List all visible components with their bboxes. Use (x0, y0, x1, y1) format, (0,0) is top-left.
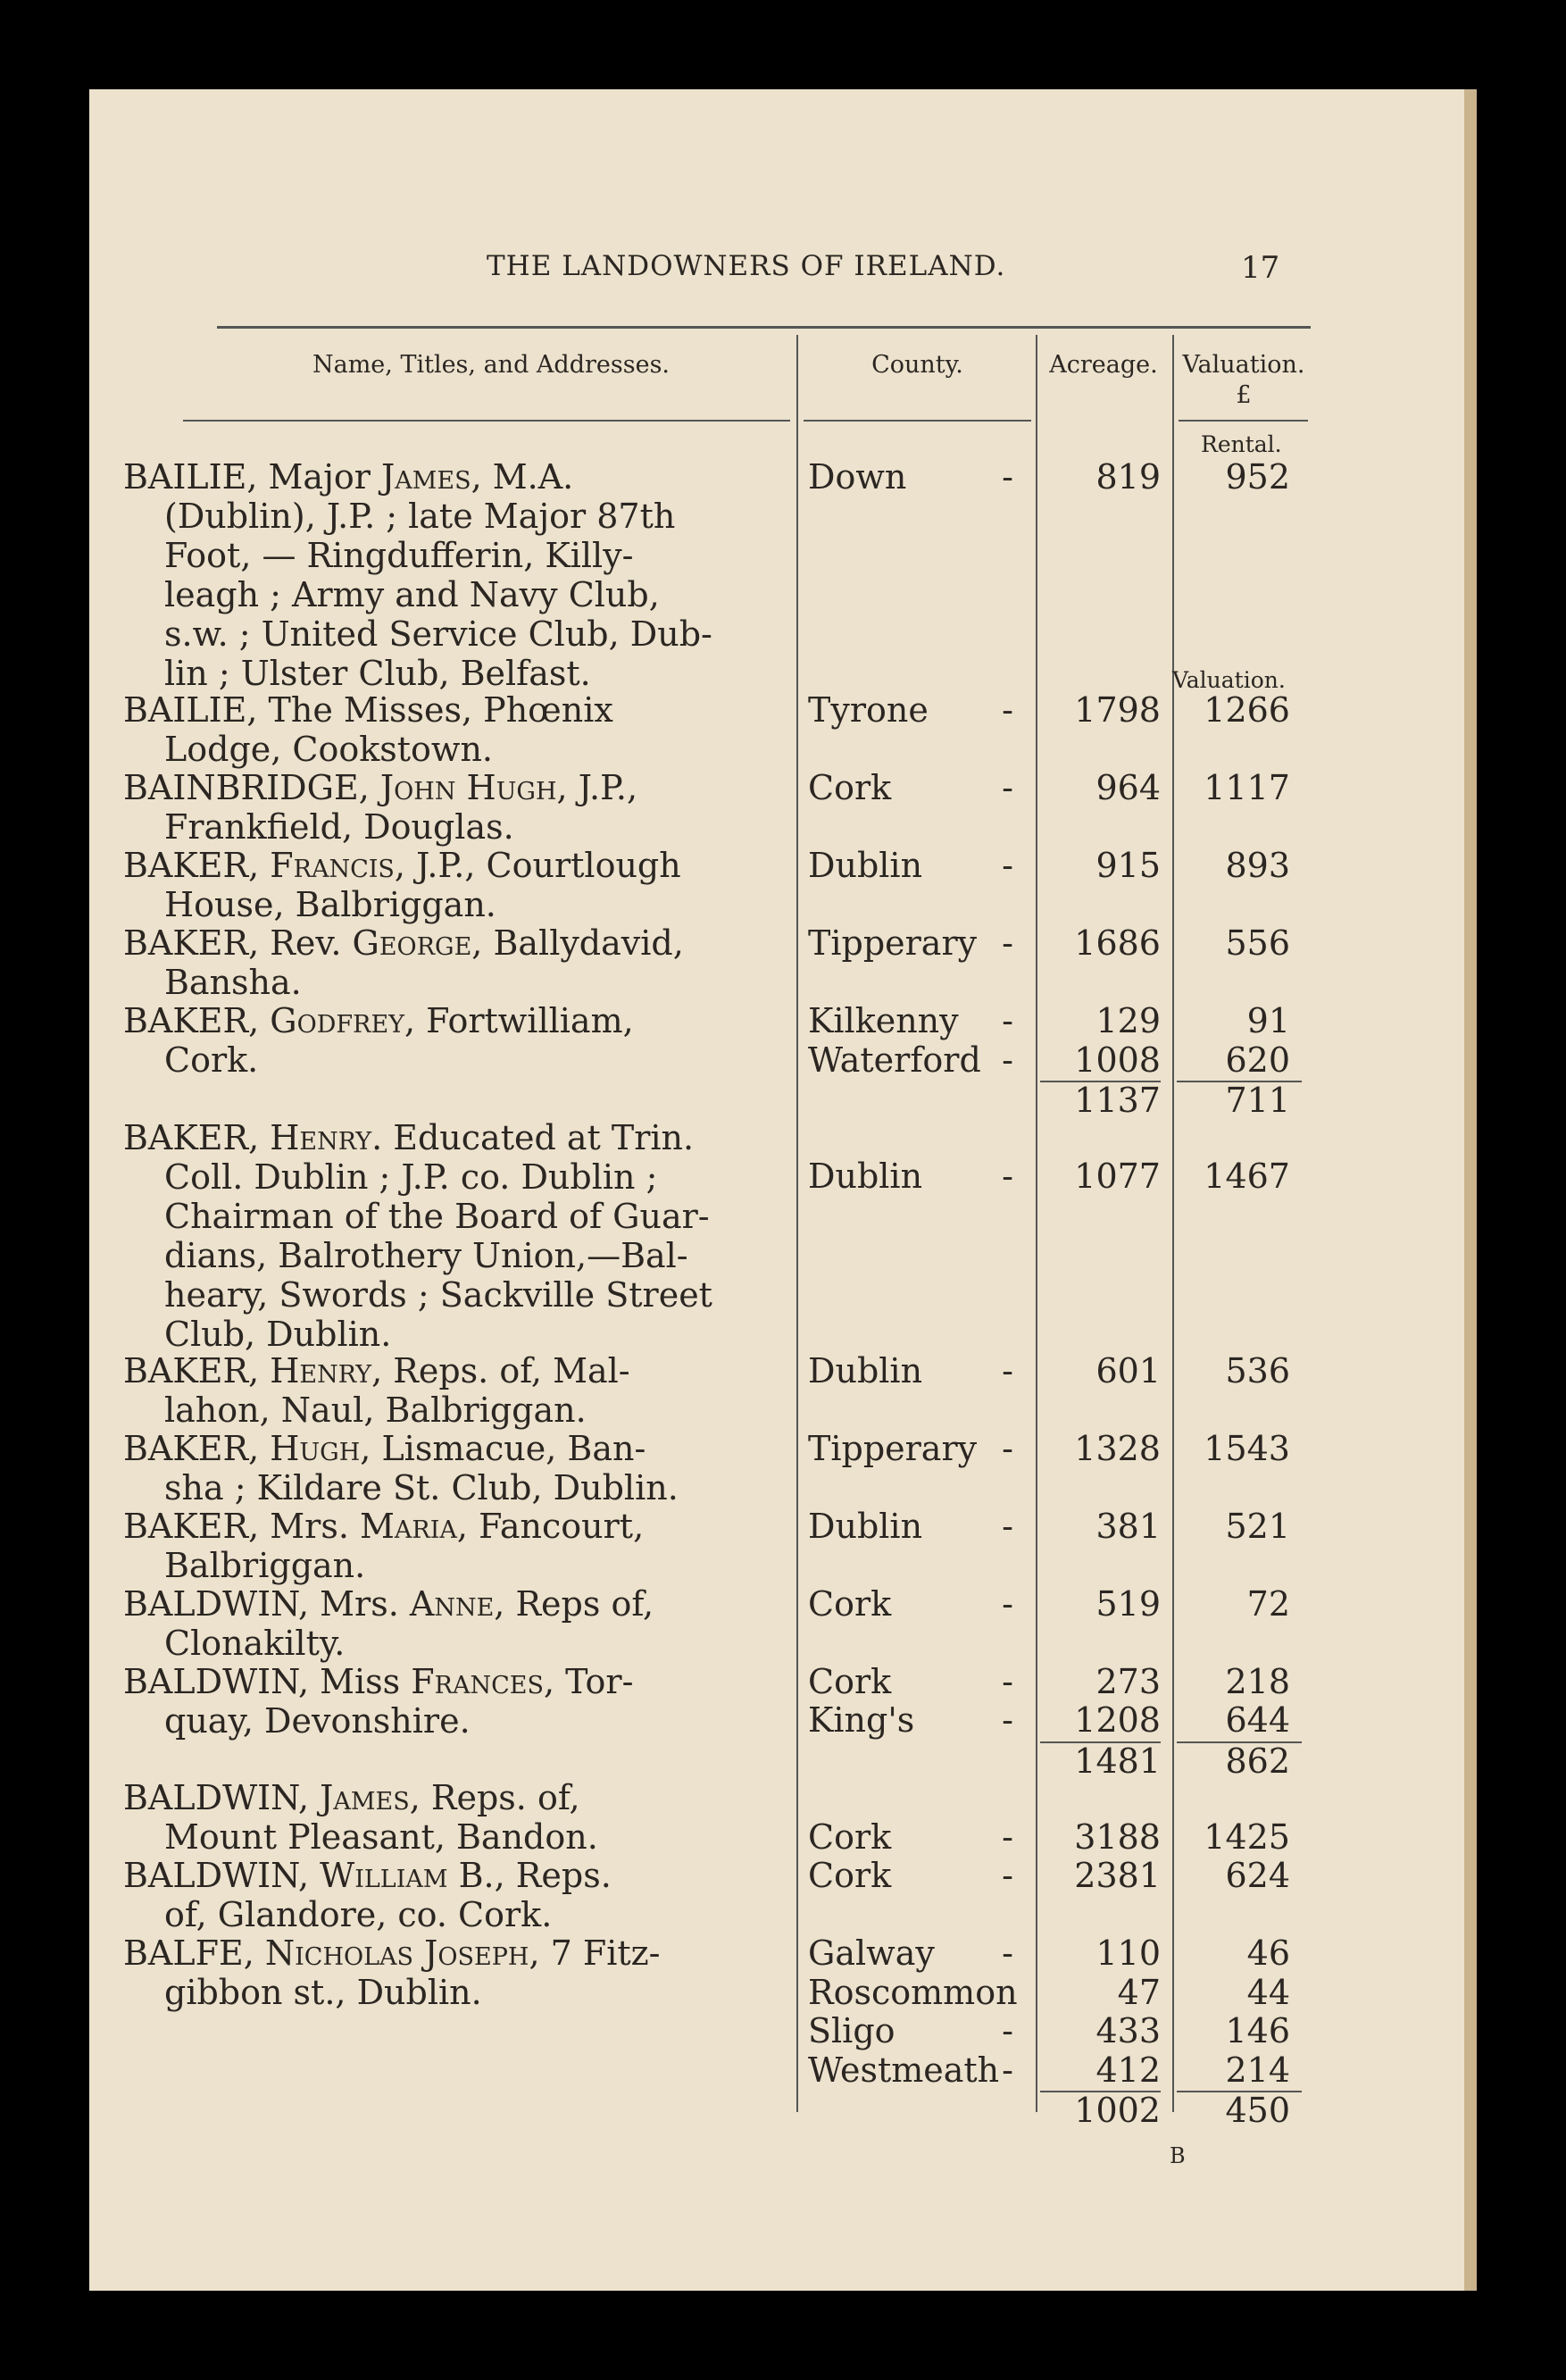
holding-valuation: 521 (1225, 1506, 1290, 1546)
entry-text: , Fortwilliam, (404, 1001, 634, 1040)
county-name: Cork (808, 1583, 892, 1624)
entry-text: BAKER, Mrs. (123, 1506, 360, 1546)
entry-text: lin ; Ulster Club, Belfast. (164, 654, 591, 693)
header-underline-county (804, 420, 1031, 422)
holding-acreage: 3188 (1074, 1816, 1161, 1857)
holding-acreage: 1798 (1074, 690, 1161, 730)
entry-text: , Fancourt, (456, 1506, 645, 1546)
county-leader: - (1002, 1506, 1013, 1546)
entry-text: Frankfield, Douglas. (164, 807, 514, 847)
entry-text: Chairman of the Board of Guar- (164, 1196, 710, 1236)
entry-text: ugh (299, 1428, 361, 1468)
entry-line (123, 846, 779, 885)
column-header-county: County. (871, 351, 963, 379)
entry-text: BAKER, Rev. (123, 923, 353, 963)
entry-text: BALDWIN, Miss (123, 1661, 412, 1701)
entry-line (123, 654, 779, 693)
entry-text: eorge (379, 923, 472, 963)
holding-county (808, 923, 1013, 963)
county-name: King's (808, 1700, 915, 1740)
holding-acreage: 433 (1095, 2011, 1161, 2050)
entry-text: dians, Balrothery Union,—Bal- (164, 1235, 688, 1275)
county-name: Kilkenny (808, 1001, 959, 1040)
entry-text: BAINBRIDGE, (123, 768, 380, 807)
entry-text: J (379, 768, 395, 807)
entry-text: , Reps. of, Mal- (371, 1350, 630, 1390)
entry-text: . Educated at Trin. (371, 1117, 695, 1157)
entry-line (123, 768, 779, 807)
entry-line (123, 963, 779, 1002)
entry-line (123, 457, 779, 497)
entry-text: enry (299, 1350, 372, 1390)
holding-valuation: 218 (1225, 1661, 1290, 1701)
entry-text: BAKER, (123, 1001, 271, 1040)
entry-text: BALFE, (123, 1933, 265, 1973)
entry-text: , Tor- (543, 1661, 634, 1701)
valuation-note: Valuation. (1172, 667, 1286, 693)
entry-text: Cork. (164, 1040, 259, 1080)
holding-county (808, 846, 1013, 885)
county-leader: - (1002, 1350, 1013, 1390)
entry-line (123, 1701, 779, 1741)
holding-acreage: 1686 (1074, 923, 1161, 963)
entry-line (123, 1001, 779, 1040)
entry-text: leagh ; Army and Navy Club, (164, 575, 660, 614)
entry-text: Club, Dublin. (164, 1314, 392, 1354)
entry-line (123, 575, 779, 614)
holding-valuation: 1425 (1204, 1816, 1290, 1857)
top-rule (217, 326, 1311, 329)
total-valuation: 450 (1225, 2091, 1290, 2130)
county-name: Dublin (808, 846, 923, 885)
holding-acreage: 1328 (1074, 1428, 1161, 1468)
holding-county (808, 1972, 1018, 2012)
county-leader: - (1002, 1661, 1013, 1701)
entry-text: G (352, 923, 379, 963)
holding-acreage: 519 (1095, 1583, 1161, 1624)
entry-name (123, 457, 779, 693)
county-name: Dublin (808, 1157, 923, 1196)
column-divider-3 (1172, 335, 1174, 2112)
county-name: Waterford (808, 1040, 981, 1080)
county-name: Dublin (808, 1506, 923, 1546)
entry-name (123, 1662, 779, 1741)
entry-text: quay, Devonshire. (164, 1700, 471, 1741)
county-leader: - (1002, 1157, 1013, 1196)
entry-name (123, 1001, 779, 1080)
entry-line (123, 536, 779, 575)
entry-name (123, 1856, 779, 1934)
entry-line (123, 1118, 779, 1157)
holding-acreage: 110 (1095, 1933, 1161, 1973)
entry-text: H (270, 1350, 300, 1390)
holding-county (808, 1584, 1013, 1624)
entry-text: Coll. Dublin ; J.P. co. Dublin ; (164, 1157, 658, 1197)
holding-acreage: 819 (1095, 457, 1161, 497)
total-acreage: 1002 (1074, 2091, 1161, 2130)
entry-line (123, 885, 779, 924)
entry-text: H (270, 1428, 300, 1468)
county-leader: - (1002, 1001, 1013, 1040)
county-name: Down (808, 457, 907, 497)
entry-line (123, 1429, 779, 1468)
holding-acreage: 2381 (1074, 1856, 1161, 1895)
page-number: 17 (1241, 250, 1280, 286)
column-header-name: Name, Titles, and Addresses. (312, 351, 671, 379)
entry-text: gibbon st., Dublin. (164, 1973, 482, 2012)
holding-acreage: 964 (1095, 768, 1161, 807)
county-name: Tipperary (808, 1428, 978, 1468)
entry-line (123, 1197, 779, 1236)
county-leader: - (1002, 2011, 1013, 2050)
entry-text: F (411, 1661, 435, 1701)
holding-acreage: 601 (1095, 1350, 1161, 1390)
entry-line (123, 1157, 779, 1197)
entry-text: rancis (293, 846, 395, 885)
county-leader: - (1002, 1583, 1013, 1624)
entry-line (123, 1856, 779, 1895)
county-name: Cork (808, 1856, 892, 1895)
county-name: Westmeath (808, 2050, 1000, 2090)
entry-text: BAKER, (123, 1428, 271, 1468)
entry-text: Balbriggan. (164, 1545, 366, 1585)
county-leader: - (1002, 1856, 1013, 1895)
entry-text: of, Glandore, co. Cork. (164, 1895, 553, 1934)
entry-text: B., Reps. (447, 1856, 612, 1895)
entry-text: BALDWIN, Mrs. (123, 1583, 410, 1624)
entry-name (123, 923, 779, 1002)
entry-name (123, 1507, 779, 1585)
entry-text: BALDWIN, (123, 1778, 321, 1817)
holding-county (808, 1429, 1013, 1468)
entry-line (123, 1390, 779, 1430)
entry-text: enry (299, 1117, 372, 1157)
county-leader: - (1002, 457, 1013, 497)
entry-text: BAKER, (123, 846, 271, 885)
holding-valuation: 536 (1225, 1350, 1290, 1390)
holding-acreage: 1208 (1074, 1700, 1161, 1740)
entry-text: sha ; Kildare St. Club, Dublin. (164, 1467, 679, 1507)
holding-county (808, 1933, 1013, 1973)
entry-text: N (264, 1933, 296, 1973)
entry-text: , J.P., (556, 768, 638, 807)
holding-valuation: 1543 (1204, 1428, 1290, 1468)
holding-county (808, 1157, 1013, 1196)
holding-acreage: 1077 (1074, 1157, 1161, 1196)
county-name: Tipperary (808, 923, 978, 963)
holding-valuation: 556 (1225, 923, 1290, 963)
entry-text: A (409, 1583, 435, 1624)
county-name: Sligo (808, 2011, 895, 2050)
entry-line (123, 1236, 779, 1275)
holding-county (808, 1351, 1013, 1390)
entry-text: M (360, 1506, 395, 1546)
holding-valuation: 214 (1225, 2050, 1290, 2090)
running-head (0, 250, 1566, 295)
county-name: Galway (808, 1933, 935, 1973)
holding-valuation: 1266 (1204, 690, 1290, 730)
entry-text: nne (434, 1583, 495, 1624)
page-edge (1464, 89, 1477, 2291)
holding-county (808, 1507, 1013, 1546)
entry-text: Bansha. (164, 963, 302, 1002)
entry-text: BAKER, (123, 1350, 271, 1390)
entry-line (123, 614, 779, 654)
entry-text: BAKER, (123, 1117, 271, 1157)
county-name: Tyrone (808, 690, 929, 730)
holding-valuation: 72 (1246, 1583, 1290, 1624)
holding-valuation: 146 (1225, 2011, 1290, 2050)
holding-county (808, 2011, 1013, 2050)
holding-acreage: 381 (1095, 1506, 1161, 1546)
entry-text: s.w. ; United Service Club, Dub- (164, 614, 712, 654)
entry-text: , 7 Fitz- (529, 1933, 661, 1973)
entry-name (123, 1584, 779, 1663)
county-name: Dublin (808, 1350, 923, 1390)
entry-text: icholas (295, 1933, 425, 1973)
entry-text: J (381, 457, 396, 497)
entry-text: rances (434, 1661, 544, 1701)
entry-name (123, 690, 779, 769)
county-leader: - (1002, 1816, 1013, 1857)
entry-line (123, 1624, 779, 1663)
holding-county (808, 1040, 1013, 1080)
holding-county (808, 1001, 1013, 1040)
county-leader: - (1002, 2050, 1013, 2090)
entry-text: , M.A. (471, 457, 574, 497)
entry-text: aria (394, 1506, 457, 1546)
total-acreage: 1137 (1074, 1081, 1161, 1120)
entry-text: ugh (496, 768, 557, 807)
total-valuation: 862 (1225, 1741, 1290, 1781)
header-underline-name (183, 420, 790, 422)
holding-valuation: 893 (1225, 846, 1290, 885)
entry-text: , Reps. of, (409, 1778, 580, 1817)
holding-acreage: 915 (1095, 846, 1161, 885)
holding-acreage: 412 (1095, 2050, 1161, 2090)
county-name: Cork (808, 768, 892, 807)
entry-line (123, 1040, 779, 1080)
county-leader: - (1002, 1428, 1013, 1468)
holding-county (808, 1817, 1013, 1857)
entry-text: heary, Swords ; Sackville Street (164, 1274, 712, 1315)
entry-line (123, 807, 779, 847)
entry-text: House, Balbriggan. (164, 885, 496, 924)
entry-text: , Lismacue, Ban- (360, 1428, 646, 1468)
county-name: Cork (808, 1816, 892, 1857)
county-leader: - (1002, 690, 1013, 730)
holding-county (808, 1700, 1013, 1740)
entry-text: F (270, 846, 294, 885)
entry-text: ames (395, 457, 471, 497)
entry-line (123, 1973, 779, 2012)
entry-line (123, 1507, 779, 1546)
entry-text: BAILIE, The Misses, Phœnix (123, 690, 613, 730)
entry-line (123, 1315, 779, 1354)
county-leader: - (1002, 768, 1013, 807)
entry-name (123, 1933, 779, 2012)
county-leader: - (1002, 846, 1013, 885)
entry-line (123, 497, 779, 536)
holding-county (808, 2050, 1013, 2090)
entry-line (123, 1933, 779, 1973)
holding-county (808, 768, 1013, 807)
rental-note: Rental. (1201, 431, 1282, 457)
holding-valuation: 1117 (1204, 768, 1290, 807)
entry-text: ohn (394, 768, 467, 807)
holding-valuation: 44 (1246, 1972, 1290, 2012)
column-header-acreage: Acreage. (1049, 351, 1158, 379)
entry-name (123, 768, 779, 847)
running-title: THE LANDOWNERS OF IRELAND. (487, 250, 1006, 282)
column-divider-1 (796, 335, 798, 2112)
entry-text: , Ballydavid, (471, 923, 684, 963)
entry-text: Foot, — Ringdufferin, Killy- (164, 536, 634, 575)
entry-text: BAILIE, Major (123, 457, 381, 497)
holding-acreage: 129 (1095, 1001, 1161, 1040)
entry-line (123, 1546, 779, 1585)
entry-line (123, 923, 779, 963)
holding-valuation: 1467 (1204, 1157, 1290, 1196)
column-header-valuation (1172, 350, 1315, 411)
entry-text: lahon, Naul, Balbriggan. (164, 1390, 587, 1430)
holding-valuation: 644 (1225, 1700, 1290, 1740)
total-acreage: 1481 (1074, 1741, 1161, 1781)
signature-mark: B (1170, 2143, 1186, 2168)
entry-text: (Dublin), J.P. ; late Major 87th (164, 497, 676, 536)
valuation-unit: £ (1236, 381, 1252, 409)
holding-county (808, 457, 1013, 497)
entry-text: Clonakilty. (164, 1623, 346, 1663)
header-underline-valuation (1179, 420, 1308, 422)
entry-line (123, 1468, 779, 1507)
holding-acreage: 1008 (1074, 1040, 1161, 1080)
entry-line (123, 1584, 779, 1624)
entry-line (123, 690, 779, 730)
holding-valuation: 46 (1246, 1933, 1290, 1973)
county-leader: - (1002, 923, 1013, 963)
holding-county (808, 690, 1013, 730)
entry-text: Mount Pleasant, Bandon. (164, 1817, 598, 1857)
entry-name (123, 1351, 779, 1430)
county-leader: - (1002, 1040, 1013, 1080)
entry-name (123, 1778, 779, 1857)
holding-valuation: 91 (1246, 1001, 1290, 1040)
entry-line (123, 1275, 779, 1315)
entry-line (123, 1662, 779, 1701)
county-leader: - (1002, 1933, 1013, 1973)
entry-text: odfrey (296, 1001, 405, 1040)
entry-text: W (320, 1856, 355, 1895)
entry-text: ames (333, 1778, 410, 1817)
entry-text: oseph (437, 1933, 529, 1973)
entry-text: Lodge, Cookstown. (164, 730, 493, 769)
entry-text: H (270, 1117, 300, 1157)
county-name: Cork (808, 1661, 892, 1701)
holding-acreage: 273 (1095, 1661, 1161, 1701)
entry-line (123, 1351, 779, 1390)
holding-valuation: 620 (1225, 1040, 1290, 1080)
entry-name (123, 1429, 779, 1507)
holding-valuation: 952 (1225, 457, 1290, 497)
valuation-label: Valuation. (1182, 351, 1305, 379)
entry-line (123, 1817, 779, 1857)
holding-acreage: 47 (1117, 1972, 1161, 2012)
entry-text: BALDWIN, (123, 1856, 321, 1895)
entry-text: J (424, 1933, 438, 1973)
entry-line (123, 730, 779, 769)
county-name: Roscommon (808, 1972, 1018, 2012)
entry-name (123, 846, 779, 924)
entry-text: H (466, 768, 496, 807)
entry-text: G (270, 1001, 297, 1040)
entry-name (123, 1118, 779, 1354)
holding-county (808, 1856, 1013, 1895)
holding-valuation: 624 (1225, 1856, 1290, 1895)
entry-text: , Reps of, (494, 1583, 654, 1624)
entry-line (123, 1778, 779, 1817)
holding-county (808, 1662, 1013, 1701)
total-valuation: 711 (1225, 1081, 1290, 1120)
county-leader: - (1002, 1700, 1013, 1740)
entry-text: , J.P., Courtlough (394, 846, 681, 885)
entry-text: illiam (354, 1856, 448, 1895)
entry-text: J (320, 1778, 334, 1817)
entry-line (123, 1895, 779, 1934)
